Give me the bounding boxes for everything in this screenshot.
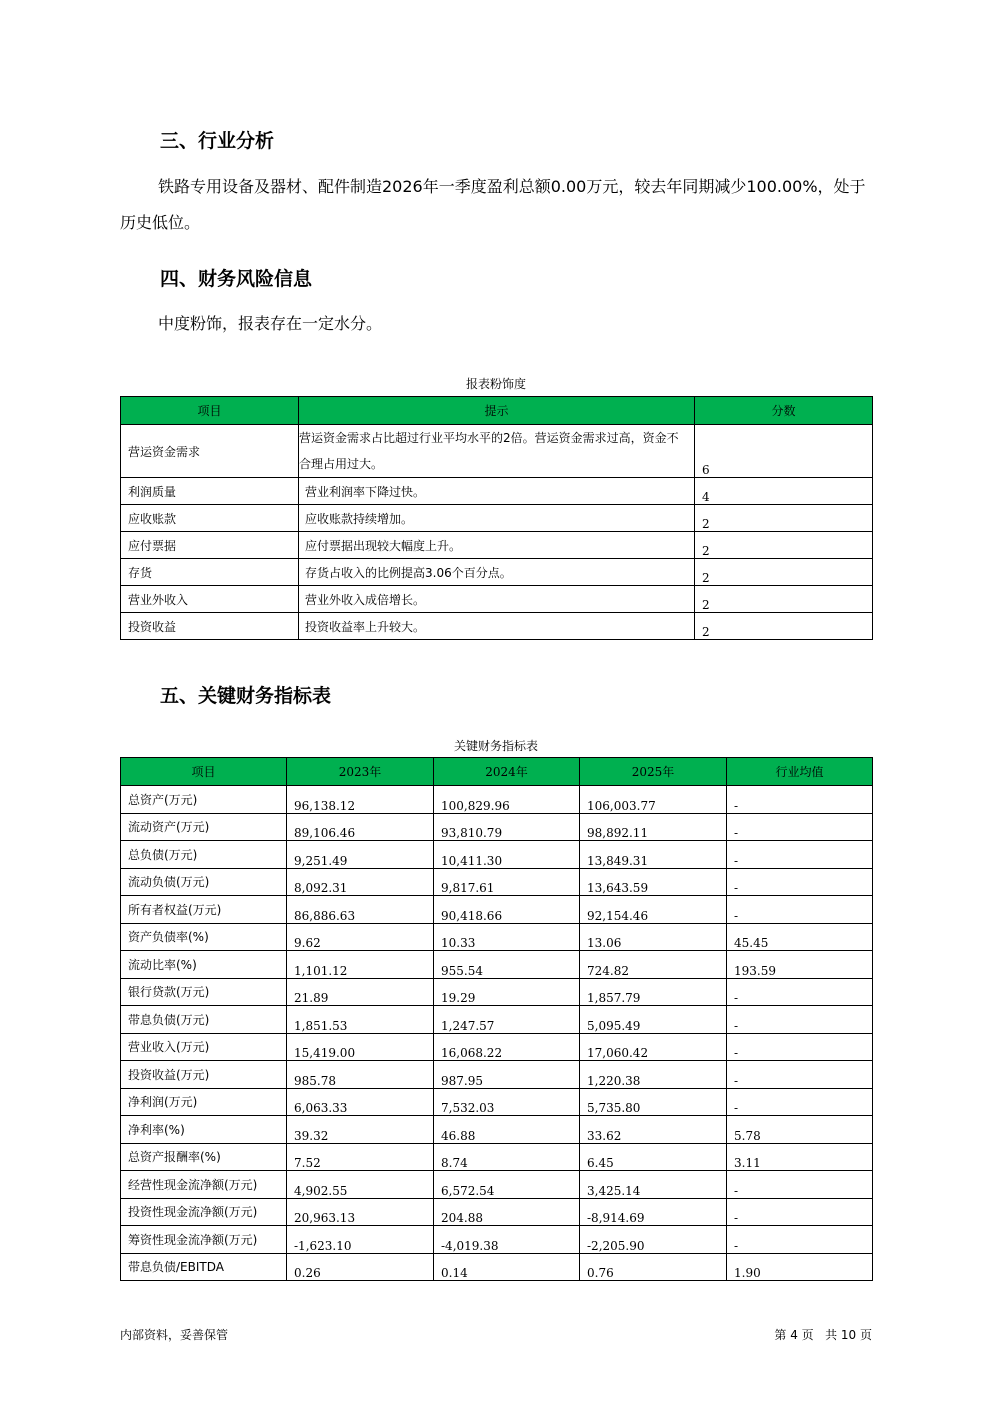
risk-header-hint: 提示 bbox=[299, 397, 695, 425]
kpi-industry-avg-cell: - bbox=[727, 1171, 873, 1199]
kpi-table-row bbox=[121, 1006, 873, 1034]
section-heading-industry-analysis: 三、行业分析 bbox=[160, 130, 275, 152]
kpi-2023-cell: 1,101.12 bbox=[287, 951, 434, 979]
kpi-table-row bbox=[121, 1088, 873, 1116]
kpi-2024-cell: 9,817.61 bbox=[434, 868, 580, 896]
kpi-2024-cell: 7,532.03 bbox=[434, 1088, 580, 1116]
risk-score-cell: 2 bbox=[695, 505, 873, 532]
kpi-industry-avg-cell: - bbox=[727, 1006, 873, 1034]
kpi-industry-avg-cell: - bbox=[727, 1198, 873, 1226]
risk-hint-cell: 存货占收入的比例提高3.06个百分点。 bbox=[299, 559, 695, 586]
kpi-2025-cell: 92,154.46 bbox=[580, 896, 727, 924]
kpi-2023-cell: 20,963.13 bbox=[287, 1198, 434, 1226]
kpi-industry-avg-cell: 1.90 bbox=[727, 1253, 873, 1281]
kpi-2024-cell: 1,247.57 bbox=[434, 1006, 580, 1034]
risk-item-cell: 应付票据 bbox=[121, 532, 299, 559]
kpi-item-cell: 流动负债(万元) bbox=[121, 868, 287, 896]
risk-header-score: 分数 bbox=[695, 397, 873, 425]
kpi-item-cell: 总资产报酬率(%) bbox=[121, 1143, 287, 1171]
kpi-industry-avg-cell: 5.78 bbox=[727, 1116, 873, 1144]
kpi-2024-cell: 90,418.66 bbox=[434, 896, 580, 924]
kpi-header-2023: 2023年 bbox=[287, 758, 434, 786]
kpi-2023-cell: 0.26 bbox=[287, 1253, 434, 1281]
kpi-2023-cell: 9.62 bbox=[287, 923, 434, 951]
risk-table bbox=[120, 396, 873, 640]
risk-hint-cell: 营业利润率下降过快。 bbox=[299, 478, 695, 505]
kpi-2025-cell: 5,735.80 bbox=[580, 1088, 727, 1116]
kpi-table-caption: 关键财务指标表 bbox=[453, 739, 538, 753]
kpi-item-cell: 投资性现金流净额(万元) bbox=[121, 1198, 287, 1226]
kpi-2023-cell: 7.52 bbox=[287, 1143, 434, 1171]
kpi-2024-cell: 46.88 bbox=[434, 1116, 580, 1144]
risk-item-cell: 投资收益 bbox=[121, 613, 299, 640]
kpi-header-2025: 2025年 bbox=[580, 758, 727, 786]
kpi-2023-cell: 4,902.55 bbox=[287, 1171, 434, 1199]
kpi-2024-cell: 19.29 bbox=[434, 978, 580, 1006]
footer-confidential-note: 内部资料，妥善保管 bbox=[120, 1328, 229, 1342]
kpi-2024-cell: -4,019.38 bbox=[434, 1226, 580, 1254]
industry-analysis-text: 铁路专用设备及器材、配件制造2026年一季度盈利总额0.00万元，较去年同期减少100.00%，处于历史低位。 bbox=[120, 177, 866, 232]
kpi-item-cell: 流动资产(万元) bbox=[121, 813, 287, 841]
kpi-table-row bbox=[121, 786, 873, 814]
risk-table-header-row bbox=[121, 397, 873, 425]
risk-table-row bbox=[121, 559, 873, 586]
risk-score-cell: 2 bbox=[695, 532, 873, 559]
kpi-2023-cell: 86,886.63 bbox=[287, 896, 434, 924]
kpi-item-cell: 所有者权益(万元) bbox=[121, 896, 287, 924]
kpi-2024-cell: 987.95 bbox=[434, 1061, 580, 1089]
risk-item-cell: 营业外收入 bbox=[121, 586, 299, 613]
risk-item-cell: 应收账款 bbox=[121, 505, 299, 532]
risk-item-cell: 存货 bbox=[121, 559, 299, 586]
kpi-industry-avg-cell: - bbox=[727, 1226, 873, 1254]
kpi-industry-avg-cell: 193.59 bbox=[727, 951, 873, 979]
kpi-item-cell: 筹资性现金流净额(万元) bbox=[121, 1226, 287, 1254]
risk-hint-cell: 营业外收入成倍增长。 bbox=[299, 586, 695, 613]
kpi-2023-cell: -1,623.10 bbox=[287, 1226, 434, 1254]
risk-score-cell: 2 bbox=[695, 586, 873, 613]
kpi-industry-avg-cell: - bbox=[727, 813, 873, 841]
kpi-2024-cell: 10,411.30 bbox=[434, 841, 580, 869]
kpi-2024-cell: 6,572.54 bbox=[434, 1171, 580, 1199]
financial-risk-text: 中度粉饰，报表存在一定水分。 bbox=[158, 314, 383, 333]
risk-table-row bbox=[121, 586, 873, 613]
risk-score-cell: 4 bbox=[695, 478, 873, 505]
kpi-2023-cell: 89,106.46 bbox=[287, 813, 434, 841]
kpi-industry-avg-cell: - bbox=[727, 1088, 873, 1116]
section-heading-key-indicators: 五、关键财务指标表 bbox=[160, 685, 332, 707]
kpi-2023-cell: 39.32 bbox=[287, 1116, 434, 1144]
kpi-header-item: 项目 bbox=[121, 758, 287, 786]
risk-score-cell: 2 bbox=[695, 559, 873, 586]
kpi-industry-avg-cell: 3.11 bbox=[727, 1143, 873, 1171]
kpi-item-cell: 投资收益(万元) bbox=[121, 1061, 287, 1089]
kpi-header-2024: 2024年 bbox=[434, 758, 580, 786]
kpi-2025-cell: 13,643.59 bbox=[580, 868, 727, 896]
kpi-industry-avg-cell: - bbox=[727, 868, 873, 896]
industry-analysis-paragraph bbox=[120, 169, 880, 241]
risk-table-row bbox=[121, 613, 873, 640]
risk-item-cell: 营运资金需求 bbox=[121, 425, 299, 478]
financial-risk-paragraph bbox=[120, 306, 880, 342]
kpi-2025-cell: 3,425.14 bbox=[580, 1171, 727, 1199]
kpi-2025-cell: 13,849.31 bbox=[580, 841, 727, 869]
kpi-item-cell: 带息负债(万元) bbox=[121, 1006, 287, 1034]
kpi-2025-cell: -2,205.90 bbox=[580, 1226, 727, 1254]
risk-hint-cell: 应收账款持续增加。 bbox=[299, 505, 695, 532]
kpi-table-row bbox=[121, 841, 873, 869]
risk-score-cell: 2 bbox=[695, 613, 873, 640]
kpi-item-cell: 总负债(万元) bbox=[121, 841, 287, 869]
kpi-2024-cell: 955.54 bbox=[434, 951, 580, 979]
kpi-2023-cell: 985.78 bbox=[287, 1061, 434, 1089]
kpi-item-cell: 净利率(%) bbox=[121, 1116, 287, 1144]
kpi-item-cell: 流动比率(%) bbox=[121, 951, 287, 979]
kpi-2025-cell: 5,095.49 bbox=[580, 1006, 727, 1034]
kpi-item-cell: 总资产(万元) bbox=[121, 786, 287, 814]
kpi-2025-cell: 98,892.11 bbox=[580, 813, 727, 841]
kpi-2025-cell: 13.06 bbox=[580, 923, 727, 951]
kpi-2025-cell: 17,060.42 bbox=[580, 1033, 727, 1061]
kpi-2025-cell: 1,857.79 bbox=[580, 978, 727, 1006]
kpi-table-row bbox=[121, 896, 873, 924]
kpi-2025-cell: 106,003.77 bbox=[580, 786, 727, 814]
kpi-2023-cell: 15,419.00 bbox=[287, 1033, 434, 1061]
kpi-table-row bbox=[121, 1198, 873, 1226]
kpi-table bbox=[120, 757, 873, 1281]
kpi-2023-cell: 9,251.49 bbox=[287, 841, 434, 869]
kpi-item-cell: 带息负债/EBITDA bbox=[121, 1253, 287, 1281]
risk-score-cell: 6 bbox=[695, 425, 873, 478]
kpi-2023-cell: 96,138.12 bbox=[287, 786, 434, 814]
risk-table-row bbox=[121, 505, 873, 532]
kpi-2024-cell: 93,810.79 bbox=[434, 813, 580, 841]
kpi-table-row bbox=[121, 1033, 873, 1061]
kpi-2025-cell: 6.45 bbox=[580, 1143, 727, 1171]
kpi-2023-cell: 8,092.31 bbox=[287, 868, 434, 896]
kpi-item-cell: 经营性现金流净额(万元) bbox=[121, 1171, 287, 1199]
kpi-table-header-row bbox=[121, 758, 873, 786]
risk-table-row bbox=[121, 425, 873, 478]
kpi-table-row bbox=[121, 868, 873, 896]
kpi-2025-cell: 724.82 bbox=[580, 951, 727, 979]
kpi-industry-avg-cell: - bbox=[727, 978, 873, 1006]
kpi-2024-cell: 100,829.96 bbox=[434, 786, 580, 814]
kpi-item-cell: 银行贷款(万元) bbox=[121, 978, 287, 1006]
risk-table-row bbox=[121, 478, 873, 505]
kpi-header-industry-avg: 行业均值 bbox=[727, 758, 873, 786]
kpi-table-row bbox=[121, 813, 873, 841]
kpi-industry-avg-cell: - bbox=[727, 896, 873, 924]
kpi-2023-cell: 1,851.53 bbox=[287, 1006, 434, 1034]
kpi-industry-avg-cell: - bbox=[727, 1061, 873, 1089]
kpi-item-cell: 净利润(万元) bbox=[121, 1088, 287, 1116]
kpi-industry-avg-cell: - bbox=[727, 786, 873, 814]
kpi-table-row bbox=[121, 1143, 873, 1171]
kpi-item-cell: 营业收入(万元) bbox=[121, 1033, 287, 1061]
risk-item-cell: 利润质量 bbox=[121, 478, 299, 505]
kpi-industry-avg-cell: - bbox=[727, 841, 873, 869]
kpi-2025-cell: 0.76 bbox=[580, 1253, 727, 1281]
risk-table-row bbox=[121, 532, 873, 559]
kpi-2024-cell: 8.74 bbox=[434, 1143, 580, 1171]
section-heading-financial-risk: 四、财务风险信息 bbox=[160, 268, 313, 290]
kpi-table-row bbox=[121, 1116, 873, 1144]
kpi-industry-avg-cell: 45.45 bbox=[727, 923, 873, 951]
kpi-2024-cell: 0.14 bbox=[434, 1253, 580, 1281]
footer-page-number: 第 4 页 共 10 页 bbox=[774, 1328, 872, 1342]
kpi-2025-cell: -8,914.69 bbox=[580, 1198, 727, 1226]
risk-header-item: 项目 bbox=[121, 397, 299, 425]
kpi-table-row bbox=[121, 1171, 873, 1199]
risk-hint-cell: 投资收益率上升较大。 bbox=[299, 613, 695, 640]
kpi-2024-cell: 10.33 bbox=[434, 923, 580, 951]
kpi-2024-cell: 204.88 bbox=[434, 1198, 580, 1226]
risk-table-caption: 报表粉饰度 bbox=[465, 377, 526, 391]
kpi-table-row bbox=[121, 1253, 873, 1281]
kpi-item-cell: 资产负债率(%) bbox=[121, 923, 287, 951]
kpi-2024-cell: 16,068.22 bbox=[434, 1033, 580, 1061]
kpi-2023-cell: 21.89 bbox=[287, 978, 434, 1006]
risk-hint-cell: 应付票据出现较大幅度上升。 bbox=[299, 532, 695, 559]
kpi-2023-cell: 6,063.33 bbox=[287, 1088, 434, 1116]
kpi-table-row bbox=[121, 978, 873, 1006]
kpi-table-row bbox=[121, 1061, 873, 1089]
kpi-2025-cell: 1,220.38 bbox=[580, 1061, 727, 1089]
kpi-table-row bbox=[121, 951, 873, 979]
kpi-industry-avg-cell: - bbox=[727, 1033, 873, 1061]
risk-hint-cell: 营运资金需求占比超过行业平均水平的2倍。营运资金需求过高，资金不合理占用过大。 bbox=[299, 425, 695, 478]
kpi-table-row bbox=[121, 923, 873, 951]
kpi-table-row bbox=[121, 1226, 873, 1254]
kpi-2025-cell: 33.62 bbox=[580, 1116, 727, 1144]
